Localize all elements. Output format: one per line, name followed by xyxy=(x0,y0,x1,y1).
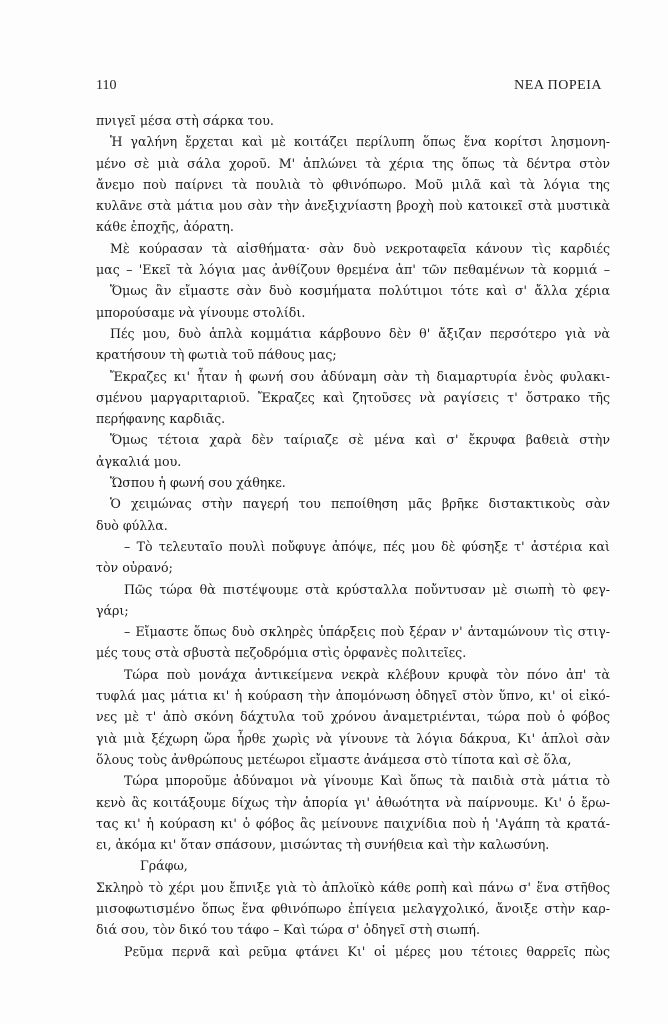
text-line: τὸν οὐρανό; xyxy=(96,560,173,576)
text-line: ὅλους τοὺς ἀνθρώπους μετέωροι εἴμαστε ἀνάμεσα στὸ τίποτα καὶ σὲ ὅλα, xyxy=(96,751,572,767)
text-line: τυφλά μας μάτια κι' ἡ κούραση τὴν ἀπομόνωση ὁδηγεῖ στὸν ὕπνο, κι' οἱ εἰκό- xyxy=(96,688,610,704)
text-line: ἄνεμο ποὺ παίρνει τὰ πουλιὰ τὸ φθινόπωρο. Μοῦ μιλᾶ καὶ τὰ λόγια της xyxy=(96,176,610,192)
text-line: γιὰ μιὰ ξέχωρη ὥρα ἦρθε χωρὶς νὰ γίνουνε τὰ λόγια δάκρυα, Κι' ἁπλοὶ σὰν xyxy=(96,730,610,746)
text-line: δυὸ φύλλα. xyxy=(96,517,168,533)
text-line: Ἡ γαλήνη ἔρχεται καὶ μὲ κοιτάζει περίλυπη ὅπως ἕνα κορίτσι λησμονη- xyxy=(110,134,610,150)
text-line: Ρεῦμα περνᾶ καὶ ρεῦμα φτάνει Κι' οἱ μέρες μου τέτοιες θαρρεῖς πὼς xyxy=(124,943,610,959)
text-line: Ὁ χειμώνας στὴν παγερή του πεποίθηση μᾶς βρῆκε διστακτικοὺς σὰν xyxy=(110,496,610,512)
text-line: κενὸ ἂς κοιτάξουμε δίχως τὴν ἀπορία γι' ἀθωότητα νὰ παίρνουμε. Κι' ὁ ἔρω- xyxy=(96,794,610,810)
text-line: Πές μου, δυὸ ἁπλὰ κομμάτια κάρβουνο δὲν θ' ἄξιζαν περσότερο γιὰ νὰ xyxy=(110,325,610,341)
running-title: ΝΕΑ ΠΟΡΕΙΑ xyxy=(514,78,602,93)
text-line: ἀγκαλιά μου. xyxy=(96,453,182,469)
text-line: κυλᾶνε στὰ μάτια μου σὰν τὴν ἀνεξιχνίαστη βροχὴ ποὺ κατοικεῖ στὰ μυστικὰ xyxy=(96,198,610,214)
text-line: περήφανης καρδιᾶς. xyxy=(96,411,226,427)
text-line: μές τους στὰ σβυστὰ πεζοδρόμια στὶς ὀρφανὲς πολιτεῖες. xyxy=(96,645,467,661)
text-line: γάρι; xyxy=(96,602,129,618)
text-line: Γράφω, xyxy=(140,858,188,874)
text-line: – Τὸ τελευταῖο πουλὶ ποὔφυγε ἀπόψε, πές μου δὲ φύσηξε τ' ἀστέρια καὶ xyxy=(124,538,610,554)
text-line: ει, ἀκόμα κι' ὅταν σπάσουν, μισώντας τὴ συνήθεια καὶ τὴν καλωσύνη. xyxy=(96,837,550,853)
page-number: 110 xyxy=(96,78,117,93)
text-line: μπορούσαμε νὰ γίνουμε στολίδι. xyxy=(96,304,306,320)
text-line: τας κι' ἡ κούραση κι' ὁ φόβος ἂς μείνουνε παιχνίδια ποὺ ἡ 'Αγάπη τὰ κρατά- xyxy=(96,815,610,831)
text-line: Ἔκραζες κι' ἦταν ἡ φωνή σου ἀδύναμη σὰν τὴ διαμαρτυρία ἑνὸς φυλακι- xyxy=(110,368,610,384)
text-line: κάθε ἐποχῆς, ἀόρατη. xyxy=(96,219,234,235)
text-line: Ὥσπου ἡ φωνή σου χάθηκε. xyxy=(110,475,286,491)
text-line: σμένου μαργαριταριοῦ. Ἔκραζες καὶ ζητοῦσες νὰ ραγίσεις τ' ὄστρακο τῆς xyxy=(96,389,610,405)
text-line: Τώρα μποροῦμε ἀδύναμοι νὰ γίνουμε Καὶ ὅπως τὰ παιδιὰ στὰ μάτια τὸ xyxy=(124,773,610,789)
text-line: Πῶς τώρα θὰ πιστέψουμε στὰ κρύσταλλα ποὔντυσαν μὲ σιωπὴ τὸ φεγ- xyxy=(124,581,610,597)
text-line: Τώρα ποὺ μονάχα ἀντικείμενα νεκρὰ κλέβουν κρυφὰ τὸν πόνο ἀπ' τὰ xyxy=(124,666,610,682)
text-line: – Εἴμαστε ὅπως δυὸ σκληρὲς ὑπάρξεις ποὺ ξέραν ν' ἀνταμώνουν τὶς στιγ- xyxy=(124,624,610,640)
text-line: Μὲ κούρασαν τὰ αἰσθήματα· σὰν δυὸ νεκροταφεῖα κάνουν τὶς καρδιές xyxy=(110,240,610,256)
text-line: κρατήσουν τὴ φωτιὰ τοῦ πάθους μας; xyxy=(96,347,337,363)
text-line: μισοφωτισμένο ὅπως ἕνα φθινόπωρο ἐπίγεια μελαγχολικό, ἄνοιξε στὴν καρ- xyxy=(96,900,610,916)
text-line: πνιγεῖ μέσα στὴ σάρκα του. xyxy=(96,113,274,128)
page-body xyxy=(96,110,610,962)
text-line: Σκληρὸ τὸ χέρι μου ἔπνιξε γιὰ τὸ ἁπλοϊκὸ κάθε ροπὴ καὶ πάνω σ' ἕνα στῆθος xyxy=(96,879,610,895)
text-line: μας – 'Εκεῖ τὰ λόγια μας ἀνθίζουν θρεμένα ἀπ' τῶν πεθαμένων τὰ κορμιά – xyxy=(96,262,610,278)
text-line: Ὅμως τέτοια χαρὰ δὲν ταίριαζε σὲ μένα καὶ σ' ἔκρυφα βαθειὰ στὴν xyxy=(110,432,610,448)
text-line: νες μὲ τ' ἀπὸ σκόνη δάχτυλα τοῦ χρόνου ἀναμετριένται, τώρα ποὺ ὁ φόβος xyxy=(96,709,610,725)
text-line: Ὅμως ἂν εἴμαστε σὰν δυὸ κοσμήματα πολύτιμοι τότε καὶ σ' ἄλλα χέρια xyxy=(110,283,610,299)
text-line: μένο σὲ μιὰ σάλα χοροῦ. Μ' ἁπλώνει τὰ χέρια της ὅπως τὰ δέντρα στὸν xyxy=(96,155,610,171)
text-line: διά σου, τὸν δικό του τάφο – Καὶ τώρα σ' ὁδηγεῖ στὴ σιωπή. xyxy=(96,922,480,938)
